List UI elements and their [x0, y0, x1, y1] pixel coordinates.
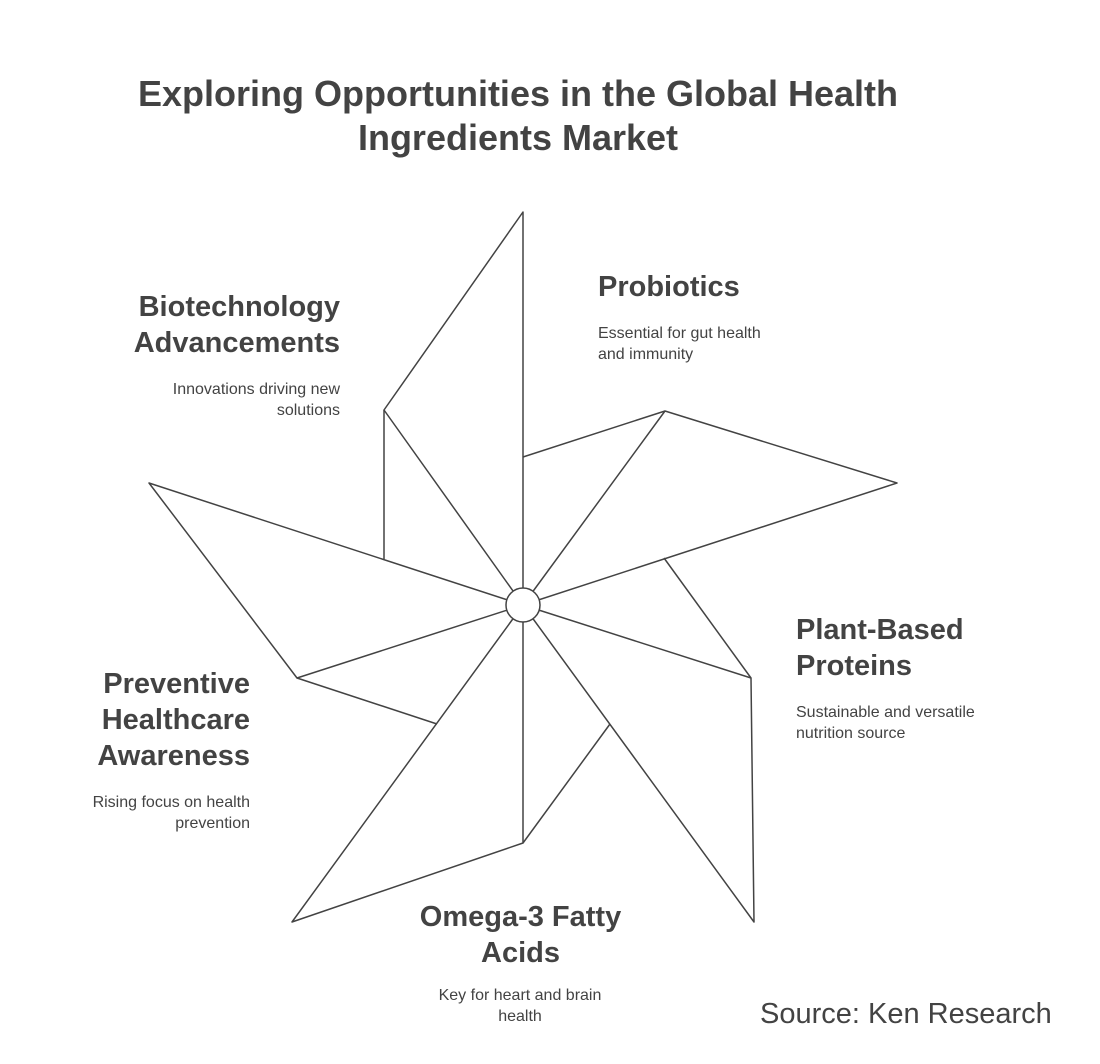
segment-description: Key for heart and brain health — [438, 987, 602, 1025]
segment-omega3 — [400, 899, 641, 1027]
segment-title: Preventive Healthcare Awareness — [97, 668, 250, 772]
source-credit: Source: Ken Research — [760, 998, 1052, 1030]
pinwheel-blade-biotech — [149, 483, 523, 678]
segment-title: Probiotics — [598, 271, 740, 303]
pinwheel-blade-plant-based — [523, 411, 897, 605]
pinwheel-blade-probiotics — [384, 212, 523, 605]
title-line-2: Ingredients Market — [357, 117, 679, 158]
segment-probiotics — [598, 269, 858, 365]
segment-description: Innovations driving new solutions — [172, 381, 340, 419]
title-line-1: Exploring Opportunities in the Global Health — [137, 73, 899, 114]
segment-biotech — [100, 289, 340, 421]
pinwheel-blade-omega3 — [523, 605, 754, 922]
pinwheel-fold-plant-based — [523, 411, 665, 457]
segment-title: Omega-3 Fatty Acids — [419, 901, 622, 969]
segment-title: Biotechnology Advancements — [133, 291, 340, 359]
segment-plant-based — [796, 612, 1046, 744]
segment-title: Plant-Based Proteins — [796, 614, 964, 682]
pinwheel-fold-omega3 — [664, 558, 751, 678]
segment-description: Rising focus on health prevention — [92, 794, 250, 832]
pinwheel-hub — [506, 588, 540, 622]
segment-description: Essential for gut health and immunity — [598, 325, 761, 363]
segment-description: Sustainable and versatile nutrition source — [796, 704, 975, 742]
pinwheel-fold-preventive — [523, 724, 610, 843]
pinwheel-fold-biotech — [297, 678, 437, 724]
segment-preventive — [40, 666, 250, 834]
pinwheel-blade-preventive — [292, 605, 523, 922]
